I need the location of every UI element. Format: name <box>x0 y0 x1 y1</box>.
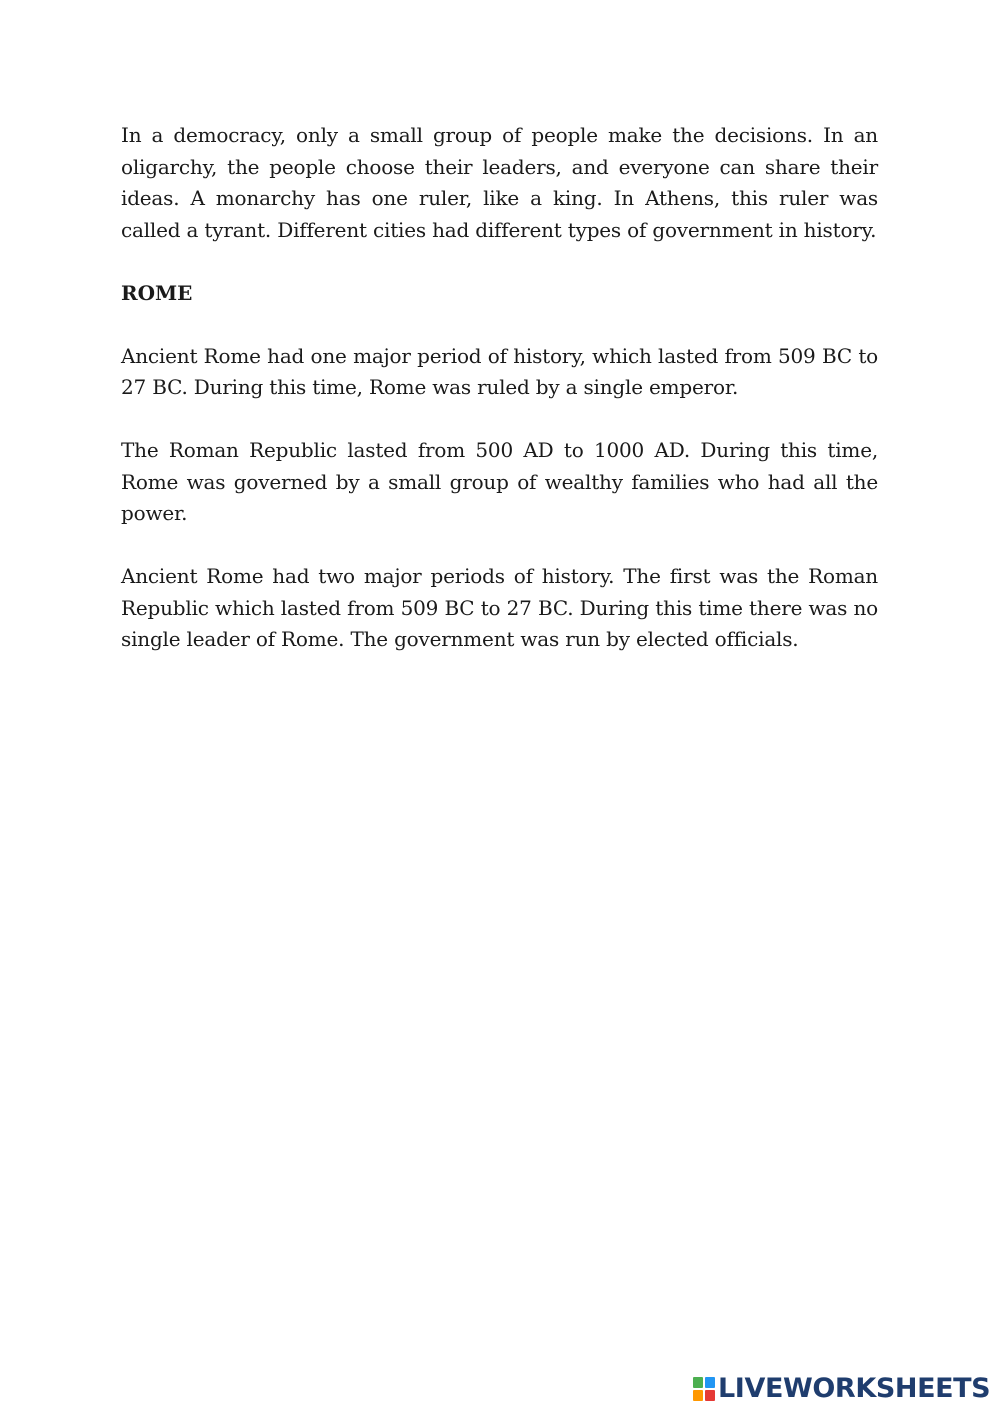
liveworksheets-logo <box>693 1374 990 1404</box>
section-heading-rome: ROME <box>121 280 193 305</box>
intro-paragraph: In a democracy, only a small group of people make the decisions. In an oligarchy, the people choose their leaders, and everyone can share their ideas. A monarchy has one ruler, like a king. In Athens, this ruler was called a tyrant. Different cities had different types of government in history. <box>121 123 878 243</box>
worksheet-body <box>121 120 878 687</box>
rome-paragraph-3: Ancient Rome had two major periods of history. The first was the Roman Republic which lasted from 509 BC to 27 BC. During this time there was no single leader of Rome. The government was run by elected officials. <box>121 564 878 652</box>
rome-paragraph-2: The Roman Republic lasted from 500 AD to 1000 AD. During this time, Rome was governed by a small group of wealthy families who had all the power. <box>121 437 878 526</box>
logo-mark-icon <box>693 1377 715 1401</box>
logo-square-orange <box>693 1390 703 1401</box>
logo-square-green <box>693 1377 703 1388</box>
rome-paragraph-1: Ancient Rome had one major period of history, which lasted from 509 BC to 27 BC. During this time, Rome was ruled by a single emperor. <box>121 343 878 400</box>
logo-text: LIVEWORKSHEETS <box>718 1373 991 1404</box>
logo-square-blue <box>705 1377 715 1388</box>
logo-square-red <box>705 1390 715 1401</box>
